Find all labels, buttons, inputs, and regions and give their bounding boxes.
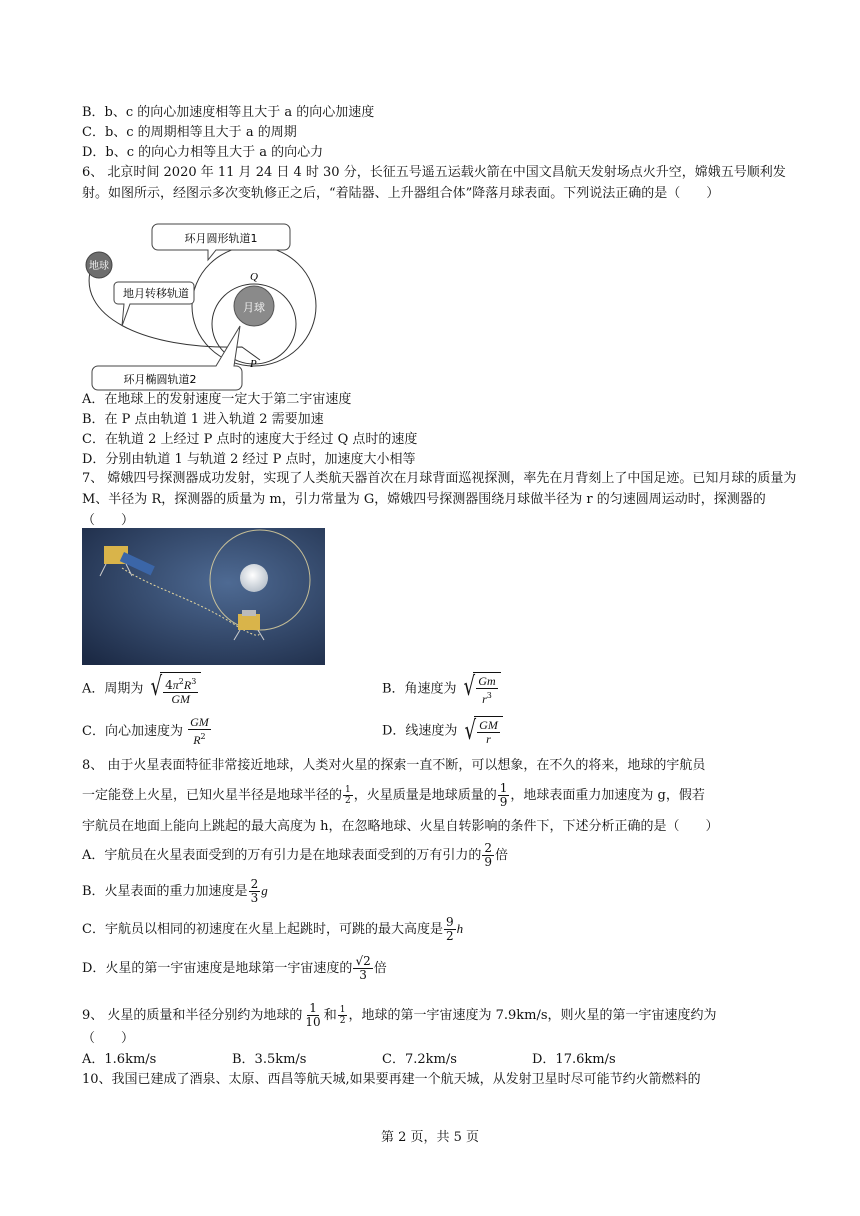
- q6-option-d: D．分别由轨道 1 与轨道 2 经过 P 点时，加速度大小相等: [82, 452, 416, 467]
- q9-option-b: B．3.5km/s: [232, 1052, 307, 1067]
- q8-stem-line3: 宇航员在地面上能向上跳起的最大高度为 h，在忽略地球、火星自转影响的条件下，下述分析正确的是（ ）: [82, 819, 719, 834]
- q8-option-c: C．宇航员以相同的初速度在火星上起跳时，可跳的最大高度是 $\frac{9}{2}$ h: [82, 915, 464, 943]
- page-footer: 第 2 页，共 5 页: [380, 1130, 480, 1145]
- q8-option-b: B．火星表面的重力加速度是 $\frac{2}{3}$ g: [82, 877, 268, 905]
- q9-option-d: D．17.6km/s: [532, 1052, 616, 1067]
- q8-option-a: A．宇航员在火星表面受到的万有引力是在地球表面受到的万有引力的 $\frac{2}{9}$ 倍: [82, 841, 509, 869]
- moon-label: 月球: [243, 301, 265, 314]
- q6-option-a: A．在地球上的发射速度一定大于第二宇宙速度: [82, 392, 352, 407]
- q7-stem: 7、 嫦娥四号探测器成功发射，实现了人类航天器首次在月球背面巡视探测，率先在月背刻上了中国足迹。已知月球的质量为 M、半径为 R，探测器的质量为 m，引力常量为 G，嫦娥四号探测器围绕月球做半径为 r 的匀速圆周运动时，探测器的（ ）: [82, 471, 797, 528]
- point-p-label: P: [250, 358, 257, 370]
- q7-option-d: D．线速度为 √ $\frac{GM}{r}$: [382, 716, 503, 746]
- circle-orbit-label: 环月圆形轨道1: [184, 232, 258, 245]
- q7-option-a: A．周期为 √ $\frac{4\pi^2R^3}{GM}$: [82, 672, 201, 706]
- q8-stem-line1: 8、 由于火星表面特征非常接近地球，人类对火星的探索一直不断，可以想象，在不久的将来，地球的宇航员: [82, 758, 706, 773]
- q7-option-c: C．向心加速度为 $\frac{GM}{R^2}$: [82, 715, 209, 747]
- q5-option-b: B．b、c 的向心加速度相等且大于 a 的向心加速度: [82, 105, 375, 120]
- q9-option-a: A．1.6km/s: [82, 1052, 157, 1067]
- transfer-orbit-label: 地月转移轨道: [123, 287, 189, 300]
- moon-icon: [240, 564, 268, 592]
- q6-orbit-figure: [82, 220, 392, 392]
- q6-option-c: C．在轨道 2 上经过 P 点时的速度大于经过 Q 点时的速度: [82, 432, 418, 447]
- q6-option-b: B．在 P 点由轨道 1 进入轨道 2 需要加速: [82, 412, 324, 427]
- q9-paren: （ ）: [82, 1031, 135, 1046]
- q9-option-c: C．7.2km/s: [382, 1052, 457, 1067]
- q7-space-photo: [82, 528, 325, 665]
- point-q-label: Q: [250, 271, 258, 283]
- q6-stem: 6、 北京时间 2020 年 11 月 24 日 4 时 30 分，长征五号遥五运载火箭在中国文昌航天发射场点火升空，嫦娥五号顺利发射。如图所示，经图示多次变轨修正之后，“着陆器、上升器组合体”降落月球表面。下列说法正确的是（ ）: [82, 165, 786, 201]
- q5-option-d: D．b、c 的向心力相等且大于 a 的向心力: [82, 145, 324, 160]
- q5-option-c: C．b、c 的周期相等且大于 a 的周期: [82, 125, 297, 140]
- q10-stem: 10、我国已建成了酒泉、太原、西昌等航天城,如果要再建一个航天城，从发射卫星时尽可能节约火箭燃料的: [82, 1072, 701, 1087]
- q7-option-b: B．角速度为 √ $\frac{Gm}{r^3}$: [382, 672, 501, 706]
- q8-stem-line2: 一定能登上火星，已知火星半径是地球半径的 $\frac{1}{2}$ ，火星质量是地球质量的 $\frac{1}{9}$ ，地球表面重力加速度为 g，假若: [82, 781, 705, 809]
- ellipse-orbit-label: 环月椭圆轨道2: [123, 373, 197, 386]
- q8-option-d: D．火星的第一宇宙速度是地球第一宇宙速度的 $\frac{√2}{3}$ 倍: [82, 954, 387, 982]
- earth-label: 地球: [89, 261, 109, 272]
- q9-stem: 9、 火星的质量和半径分别约为地球的 $\frac{1}{10}$ 和 $\frac{1}{2}$ ，地球的第一宇宙速度为 7.9km/s，则火星的第一宇宙速度约为: [82, 1001, 717, 1029]
